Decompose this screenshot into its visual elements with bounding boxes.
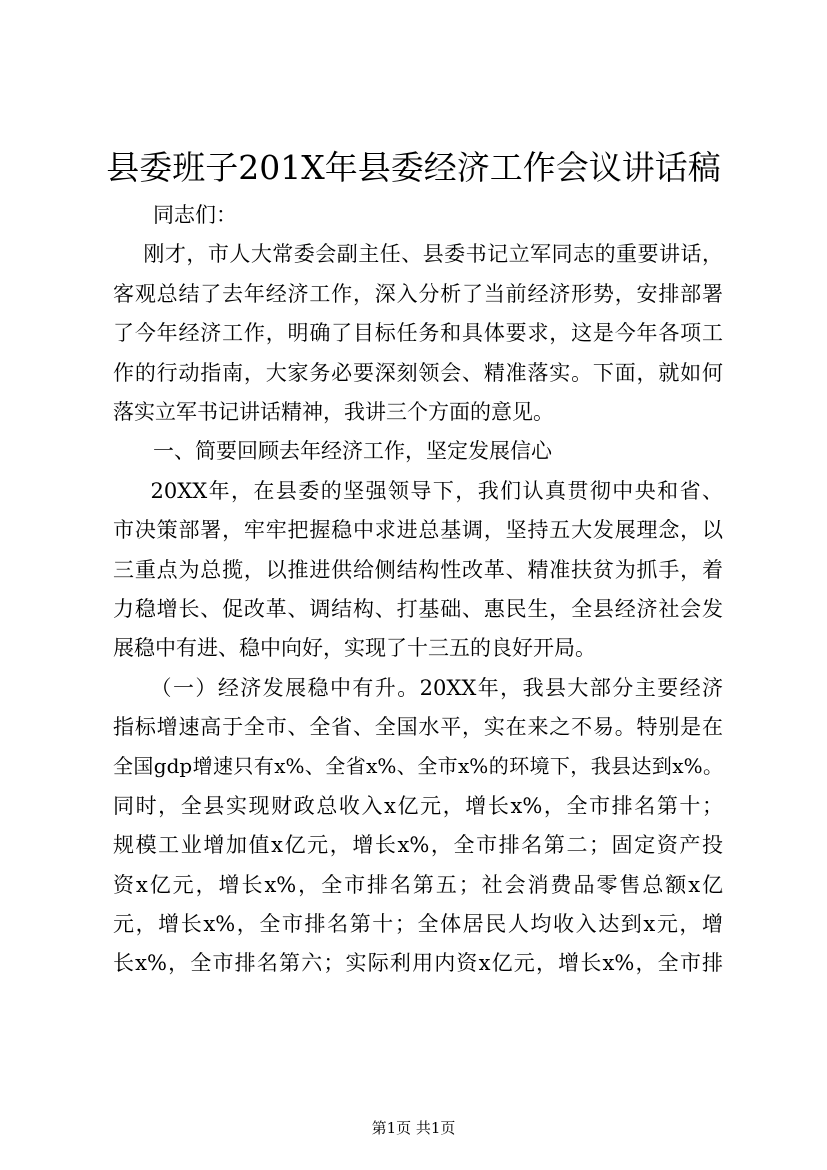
body-line-text: 同时，全县实现财政总收入x亿元，增长x%，全市排名第十； xyxy=(113,793,723,818)
body-line-text: 全国gdp增速只有x%、全省x%、全市x%的环境下，我县达到x%。 xyxy=(113,754,723,779)
body-line-2 xyxy=(113,235,723,274)
page-footer: 第1页 共1页 xyxy=(371,1119,456,1137)
body-line-10 xyxy=(113,551,723,590)
body-line-text: 了今年经济工作，明确了目标任务和具体要求，这是今年各项工 xyxy=(113,321,723,346)
body-line-5 xyxy=(113,354,723,393)
body-line-12 xyxy=(113,629,723,668)
body-line-text: 展稳中有进、稳中向好，实现了十三五的良好开局。 xyxy=(113,636,596,661)
body-line-4 xyxy=(113,314,723,353)
body-line-text: 市决策部署，牢牢把握稳中求进总基调，坚持五大发展理念，以 xyxy=(113,518,723,543)
body-line-text: 同志们： xyxy=(153,203,237,227)
document-title: 县委班子201X年县委经济工作会议讲话稿 xyxy=(106,148,721,187)
body-line-19 xyxy=(113,905,723,944)
body-line-3 xyxy=(113,275,723,314)
body-line-text: 元，增长x%，全市排名第十；全体居民人均收入达到x元，增 xyxy=(113,912,723,937)
body-line-14 xyxy=(113,708,723,747)
body-line-text: 20XX年，在县委的坚强领导下，我们认真贯彻中央和省、 xyxy=(150,478,723,503)
body-line-9 xyxy=(113,511,723,550)
body-line-16 xyxy=(113,787,723,826)
body-line-text: 作的行动指南，大家务必要深刻领会、精准落实。下面，就如何 xyxy=(113,360,723,385)
body-line-text: 指标增速高于全市、全省、全国水平，实在来之不易。特别是在 xyxy=(113,715,723,740)
body-line-15 xyxy=(113,747,723,786)
body-line-8 xyxy=(113,472,723,511)
body-line-20 xyxy=(113,944,723,983)
body-line-text: 规模工业增加值x亿元，增长x%，全市排名第二；固定资产投 xyxy=(113,833,723,858)
body-line-text: 长x%，全市排名第六；实际利用内资x亿元，增长x%，全市排 xyxy=(113,951,723,976)
body-line-text: （一）经济发展稳中有升。20XX年，我县大部分主要经济 xyxy=(150,675,723,700)
body-line-text: 力稳增长、促改革、调结构、打基础、惠民生，全县经济社会发 xyxy=(113,596,723,621)
subsection-heading xyxy=(113,669,723,708)
document-body xyxy=(113,196,723,984)
body-line-text: 落实立军书记讲话精神，我讲三个方面的意见。 xyxy=(113,399,554,424)
body-line-text: 三重点为总揽，以推进供给侧结构性改革、精准扶贫为抓手，着 xyxy=(113,557,723,582)
body-line-17 xyxy=(113,826,723,865)
body-line-11 xyxy=(113,590,723,629)
body-line-text: 客观总结了去年经济工作，深入分析了当前经济形势，安排部署 xyxy=(113,281,723,306)
body-line-18 xyxy=(113,866,723,905)
body-line-text: 一、简要回顾去年经济工作，坚定发展信心 xyxy=(153,439,552,464)
section-heading xyxy=(113,432,723,471)
body-line-1 xyxy=(113,196,723,235)
body-line-6 xyxy=(113,393,723,432)
body-line-text: 资x亿元，增长x%，全市排名第五；社会消费品零售总额x亿 xyxy=(113,872,723,897)
body-line-text: 刚才，市人大常委会副主任、县委书记立军同志的重要讲话， xyxy=(143,242,723,267)
